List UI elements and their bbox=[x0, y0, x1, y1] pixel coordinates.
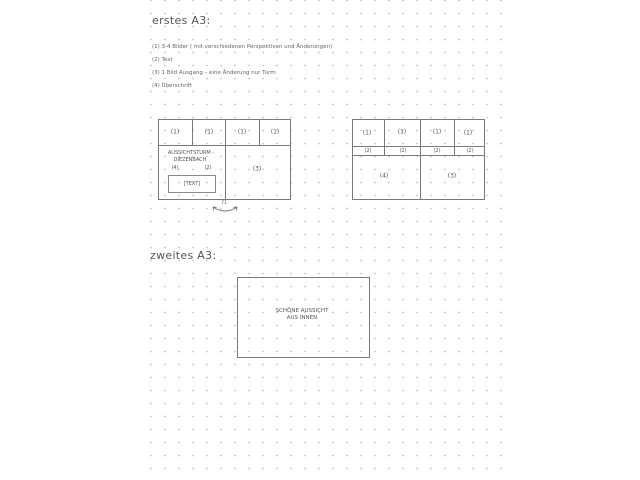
note-line-2: (2) Text bbox=[152, 57, 173, 63]
layout-a-image-label-3: (1) bbox=[237, 128, 247, 136]
layout-a-divider-v2 bbox=[225, 119, 226, 200]
layout-a-divider-v1 bbox=[192, 119, 193, 145]
left-margin bbox=[0, 0, 140, 480]
layout-b-text-label-4: (2) bbox=[466, 148, 474, 154]
note-line-3: (3) 1 Bild Ausgang – eine Änderung nur Turm bbox=[152, 70, 276, 76]
swap-number: 71 bbox=[221, 201, 227, 206]
layout-a-image-label-2: (1) bbox=[204, 128, 214, 136]
heading-first-a3: erstes A3: bbox=[152, 14, 211, 27]
layout-a-title-line-1: AUSSICHTSTURM - bbox=[167, 150, 215, 156]
layout-b-divider-h2 bbox=[352, 155, 485, 156]
layout-b-text-label-2: (2) bbox=[399, 148, 407, 154]
layout-a-divider-v3 bbox=[259, 119, 260, 145]
layout-a-image-label-1: (1) bbox=[170, 128, 180, 136]
layout-b-text-label-3: (2) bbox=[433, 148, 441, 154]
note-line-4: (4) Überschrift bbox=[152, 83, 192, 89]
layout-a-image-label-4: (1) bbox=[270, 128, 280, 136]
layout-b-big-image-label: (3) bbox=[447, 172, 457, 180]
layout-a-heading-label: (4) bbox=[171, 165, 179, 171]
right-margin bbox=[506, 0, 640, 480]
layout-a-big-image-label: (3) bbox=[252, 165, 262, 173]
layout-c-line-1: SCHÖNE AUSSICHT bbox=[275, 308, 329, 314]
note-line-1: (1) 3-4 Bilder ( mit verschiedenen Perspektiven und Änderungen) bbox=[152, 44, 333, 50]
layout-b-divider-v2 bbox=[420, 119, 421, 200]
layout-b-divider-h1 bbox=[352, 146, 485, 147]
layout-b-image-label-4: (1) bbox=[463, 129, 473, 137]
layout-b-image-label-2: (1) bbox=[397, 128, 407, 136]
layout-b-heading-label: (4) bbox=[379, 172, 389, 180]
layout-b-divider-v1 bbox=[384, 119, 385, 155]
layout-b-image-label-1: (1) bbox=[362, 129, 372, 137]
layout-a-title-line-2: DIEZENBACH bbox=[173, 157, 207, 163]
layout-a-text-label: (2) bbox=[204, 165, 212, 171]
layout-b-image-label-3: (1) bbox=[432, 128, 442, 136]
heading-second-a3: zweites A3: bbox=[150, 249, 217, 262]
layout-c-line-2: AUS INNEN bbox=[286, 315, 318, 321]
layout-b-divider-v3 bbox=[454, 119, 455, 155]
swap-arrow-icon bbox=[210, 203, 240, 215]
layout-a-text-box: [TEXT] bbox=[168, 175, 216, 193]
layout-b-text-label-1: (2) bbox=[364, 148, 372, 154]
